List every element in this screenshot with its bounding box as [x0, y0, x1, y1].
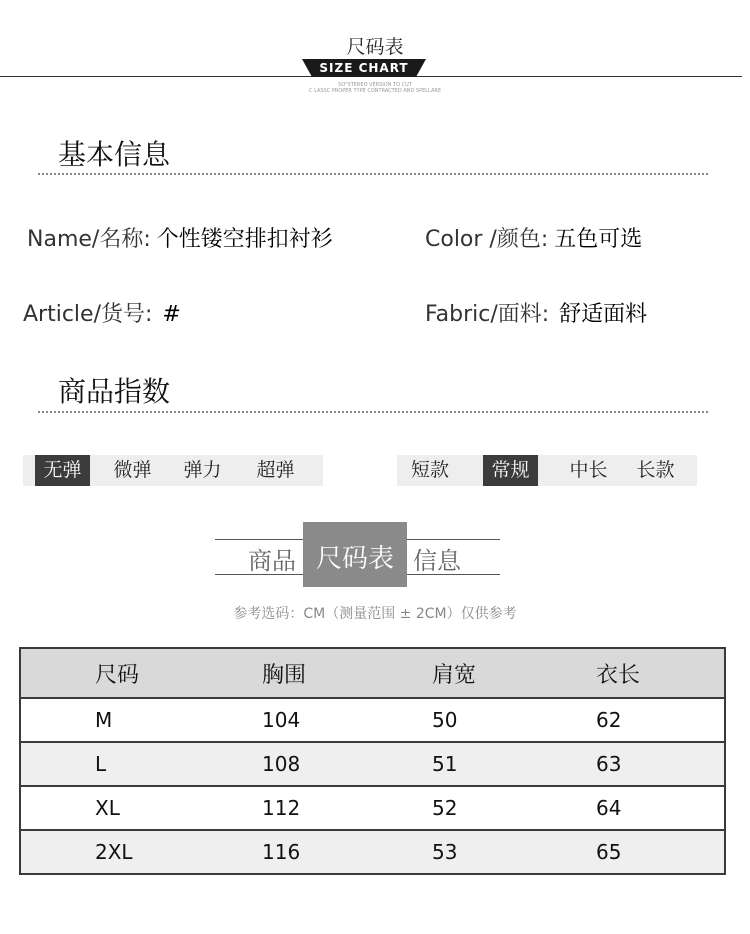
- header-length: 衣长: [596, 662, 641, 688]
- product-index-divider: [38, 411, 708, 413]
- header-chest: 胸围: [262, 662, 307, 688]
- size-chart-badge: SIZE CHART: [319, 61, 409, 75]
- elasticity-option-stretch: 弹力: [183, 459, 222, 481]
- cell-size: M: [95, 708, 113, 732]
- cell-shoulder: 50: [432, 708, 458, 732]
- cell-chest: 116: [262, 840, 301, 864]
- product-index-heading: 商品指数: [58, 375, 171, 408]
- cell-shoulder: 53: [432, 840, 458, 864]
- cell-length: 64: [596, 796, 622, 820]
- fabric-label: Fabric/面料:: [425, 302, 550, 327]
- cell-shoulder: 52: [432, 796, 458, 820]
- cell-size: XL: [95, 796, 120, 820]
- cell-chest: 104: [262, 708, 301, 732]
- page-title: 尺码表: [346, 36, 404, 58]
- cell-length: 65: [596, 840, 622, 864]
- table-header-row: [21, 649, 724, 697]
- header-small-text-2: C LASSC PROPER TYPE CONTRACTED AND SPELLARE: [308, 88, 442, 94]
- name-value: 个性镂空排扣衬衫: [156, 227, 333, 252]
- cell-chest: 112: [262, 796, 301, 820]
- color-field: [425, 222, 642, 253]
- table-row: [21, 741, 724, 785]
- article-label: Article/货号:: [23, 302, 153, 327]
- name-label: Name/名称:: [27, 227, 151, 252]
- cell-length: 62: [596, 708, 622, 732]
- table-row: [21, 697, 724, 741]
- length-option-regular: 常规: [483, 455, 538, 486]
- basic-info-divider: [38, 173, 708, 175]
- size-table: [19, 647, 726, 875]
- table-row: [21, 785, 724, 829]
- header-size: 尺码: [95, 662, 140, 688]
- length-option-long: 长款: [636, 459, 675, 481]
- length-option-mid: 中长: [569, 459, 608, 481]
- cell-shoulder: 51: [432, 752, 458, 776]
- header-shoulder: 肩宽: [432, 662, 477, 688]
- basic-info-heading: 基本信息: [58, 138, 171, 171]
- article-field: [23, 297, 181, 328]
- cell-chest: 108: [262, 752, 301, 776]
- length-option-short: 短款: [410, 459, 449, 481]
- table-row: [21, 829, 724, 873]
- cell-size: 2XL: [95, 840, 133, 864]
- header-small-text-1: SO"STEREO VERSION TO CUT: [338, 82, 412, 88]
- subtitle-right-word: 信息: [413, 547, 461, 575]
- subtitle-left-word: 商品: [248, 547, 296, 575]
- cell-length: 63: [596, 752, 622, 776]
- elasticity-option-slight: 微弹: [113, 459, 152, 481]
- cell-size: L: [95, 752, 107, 776]
- color-label: Color /颜色:: [425, 227, 549, 252]
- measurement-note: 参考选码：CM（测量范围 ± 2CM）仅供参考: [233, 606, 517, 622]
- fabric-value: 舒适面料: [559, 302, 648, 327]
- color-value: 五色可选: [554, 227, 643, 252]
- article-value: #: [162, 302, 181, 327]
- fabric-field: [425, 297, 647, 328]
- subtitle-main-word: 尺码表: [315, 544, 394, 574]
- name-field: [27, 222, 333, 253]
- elasticity-option-none: 无弹: [35, 455, 90, 486]
- elasticity-option-super: 超弹: [256, 459, 295, 481]
